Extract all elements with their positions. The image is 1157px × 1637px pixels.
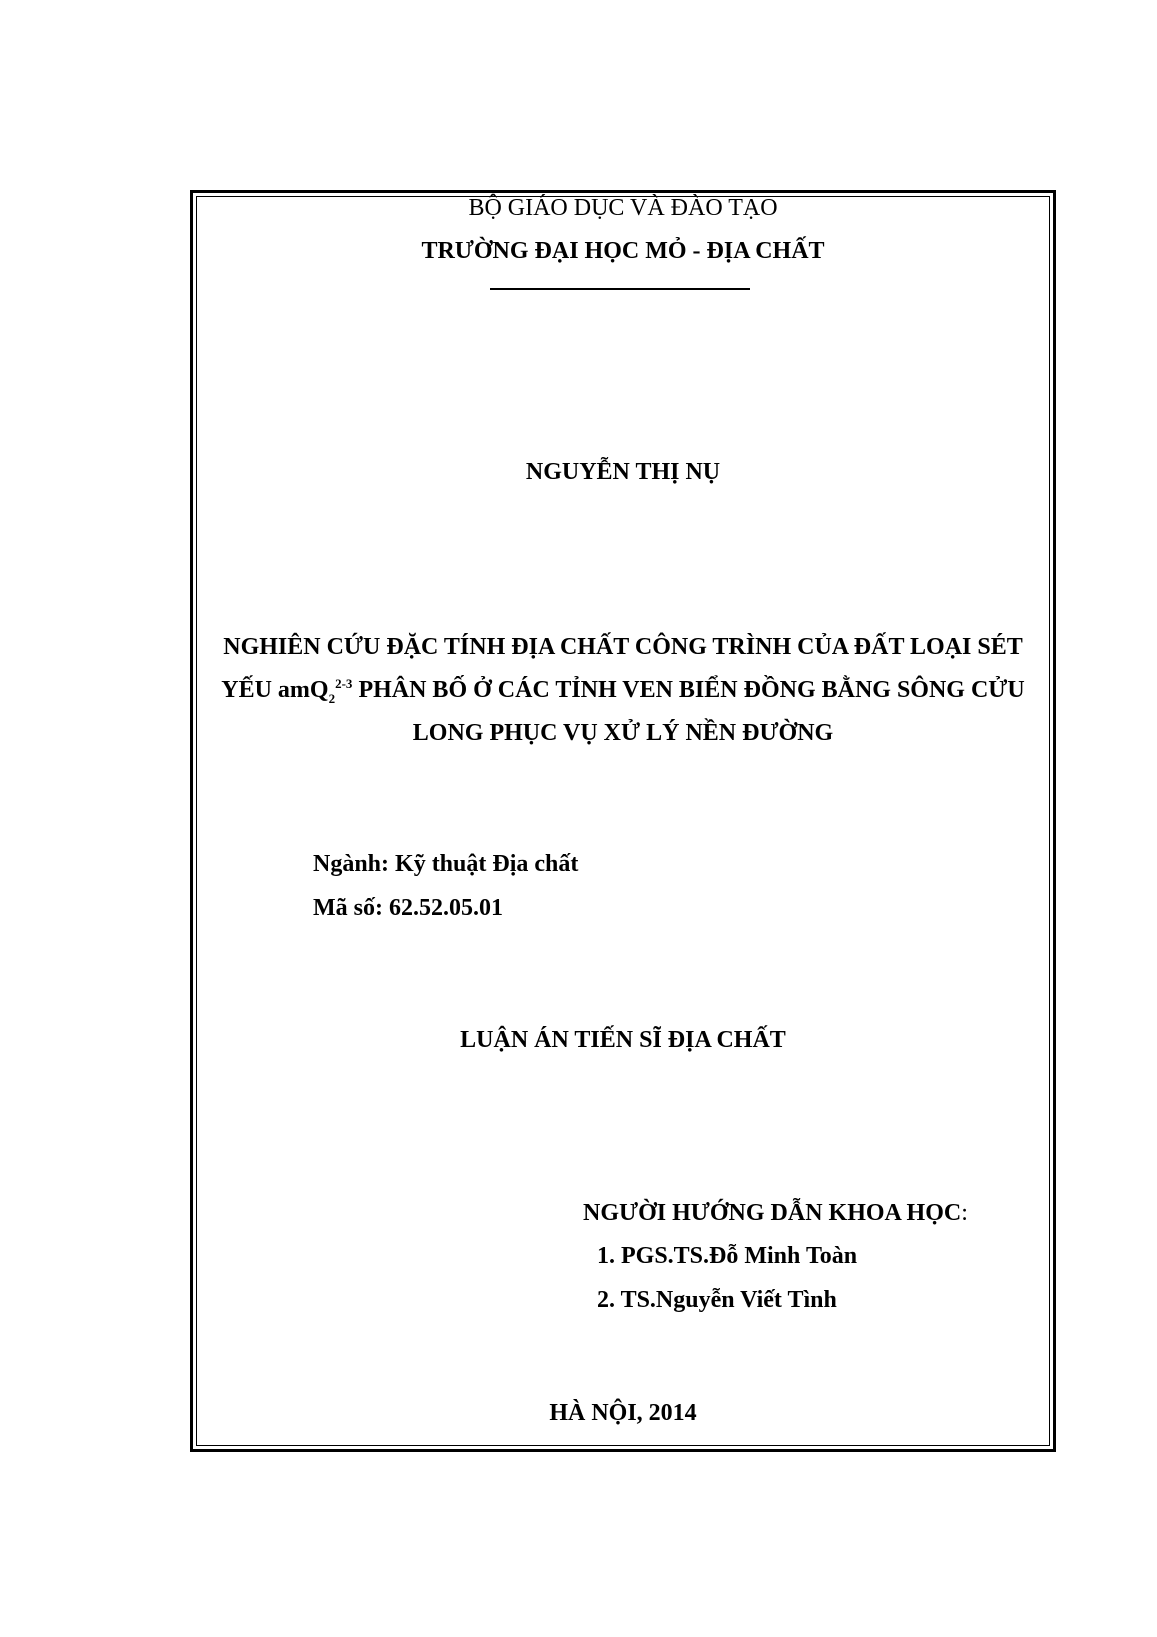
thesis-title-line-2 <box>196 677 1050 704</box>
thesis-title-line-3: LONG PHỤC VỤ XỬ LÝ NỀN ĐƯỜNG <box>412 720 834 746</box>
title-superscript: 2-3 <box>335 676 353 691</box>
advisors-heading <box>583 1200 968 1227</box>
university-name: TRƯỜNG ĐẠI HỌC MỎ - ĐỊA CHẤT <box>421 238 825 264</box>
major-code: Mã số: 62.52.05.01 <box>313 895 503 921</box>
place-and-year: HÀ NỘI, 2014 <box>549 1400 697 1426</box>
ministry-name: BỘ GIÁO DỤC VÀ ĐÀO TẠO <box>468 195 778 221</box>
advisor-item: 1. PGS.TS.Đỗ Minh Toàn <box>597 1243 858 1269</box>
degree-label: LUẬN ÁN TIẾN SĨ ĐỊA CHẤT <box>460 1027 786 1053</box>
author-name: NGUYỄN THỊ NỤ <box>525 459 721 485</box>
header-divider <box>490 288 750 290</box>
advisors-heading-text: NGƯỜI HƯỚNG DẪN KHOA HỌC <box>583 1200 962 1226</box>
advisors-heading-colon: : <box>961 1200 968 1226</box>
thesis-title-line-1: NGHIÊN CỨU ĐẶC TÍNH ĐỊA CHẤT CÔNG TRÌNH CỦA ĐẤT LOẠI SÉT <box>223 634 1023 660</box>
major-field: Ngành: Kỹ thuật Địa chất <box>313 851 579 877</box>
title-subscript: 2 <box>328 690 336 706</box>
advisor-item: 2. TS.Nguyễn Viết Tình <box>597 1287 837 1313</box>
title-suffix: PHÂN BỐ Ở CÁC TỈNH VEN BIỂN ĐỒNG BẰNG SÔNG CỬU <box>352 677 1025 703</box>
title-prefix: YẾU amQ <box>221 677 329 703</box>
